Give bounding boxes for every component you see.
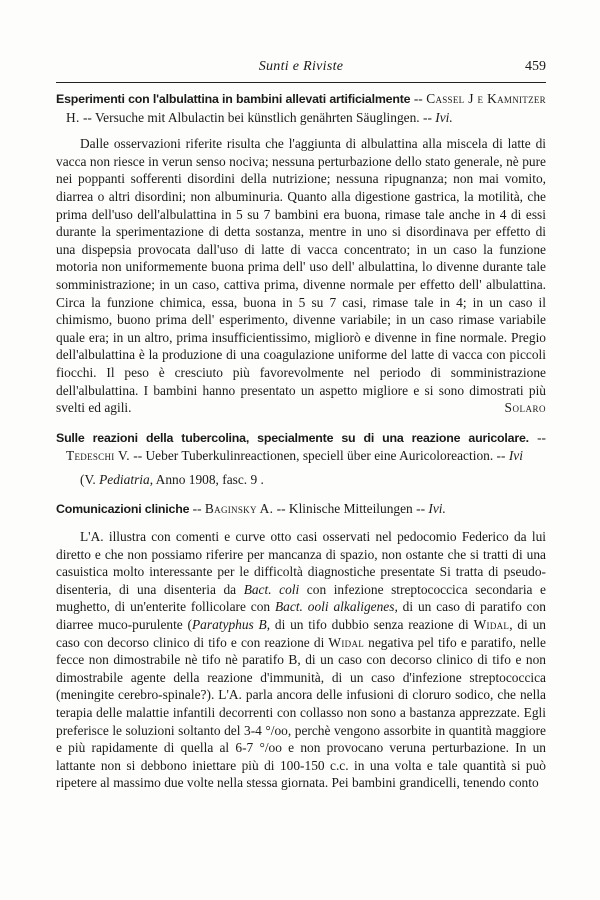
article-1-german-title: Versuche mit Albulactin bei künstlich genährten Säuglingen. xyxy=(95,109,420,125)
article-3-text: di un caso di paratifo con diarree muco-purulente ( xyxy=(56,599,546,633)
page-body xyxy=(56,90,546,792)
article-3-title: Comunicazioni cliniche xyxy=(56,502,190,517)
article-1-signature: Solaro xyxy=(504,400,546,416)
citation-journal: Pediatria xyxy=(99,471,150,487)
article-3-italic: Paratyphus B xyxy=(192,617,267,633)
article-3-text: , di un caso con decorso clinico di tifo e con reazione di xyxy=(56,617,546,650)
separator: -- xyxy=(410,91,427,106)
separator: -- xyxy=(273,501,289,517)
article-1-title: Esperimenti con l'albulattina in bambini allevati artificialmente xyxy=(56,92,411,106)
header-rule xyxy=(56,82,546,83)
page-number: 459 xyxy=(525,59,546,74)
article-2-heading xyxy=(56,429,546,465)
article-3-italic: Bact. ooli alkaligenes, xyxy=(275,599,398,615)
article-3-smallcaps: Widal xyxy=(328,634,365,650)
article-3-german-title: Klinische Mitteilungen xyxy=(288,501,413,517)
article-3-heading xyxy=(56,500,546,519)
separator: -- xyxy=(493,448,509,464)
article-1-ibid: Ivi. xyxy=(435,109,453,125)
article-3-text: negativa pel tifo e paratifo, nelle fecce non dimostrabile nè tifo nè paratifo B, di un caso con decorso clinico di tifo e non dimostrabile agente della reazione d'immunità, di un caso d'infezione streptococcica (meningite cerebro-spinale?). L'A. parla ancora delle infusioni di cloruro sodico, che nella terapia delle malattie infantili decorrenti con collasso non sono a bastanza apprezzate. Egli preferisce le soluzioni soltanto del 3-4 °/oo, perchè vengono assorbite in quantità maggiore e più rapidamente di quella al 6-7 °/oo e non provocano veruna perturbazione. In un lattante non si debbono iniettare più di 100-150 c.c. in una volta e tale quantità si può ripetere al massimo due volte nella stessa giornata. Pei bambini grandicelli, tenendo conto xyxy=(56,634,546,791)
separator: -- xyxy=(419,109,436,125)
citation-open: (V. xyxy=(80,471,100,487)
separator: -- xyxy=(129,448,146,464)
article-1-author: Cassel J e Kamnitzer H. xyxy=(66,91,546,125)
article-2-title: Sulle reazioni della tubercolina, specialmente su di una reazione auricolare. xyxy=(56,430,529,445)
separator: -- xyxy=(189,501,205,517)
article-1-body xyxy=(56,135,546,417)
article-3-text: L'A. illustra con comenti e curve otto casi osservati nel pedocomio Federico da lui diretto e che non possiamo riferire per mancanza di spazio, non ostante che si tratti di una casuistica molto interessante per le difficoltà diagnostiche presentate Si tratta di pseudo-disenteria, di una disenteria da xyxy=(56,529,546,597)
article-2-ibid: Ivi xyxy=(508,448,523,464)
article-2-author: Tedeschi V. xyxy=(66,448,130,464)
article-1-heading xyxy=(56,90,546,126)
article-3-italic: Bact. coli xyxy=(243,581,300,597)
article-3-body xyxy=(56,528,546,792)
article-3-author: Baginsky A. xyxy=(204,501,274,517)
article-3-text: con infezione streptococcica secondaria e mughetto, di un'enterite follicolare con xyxy=(56,581,546,615)
citation-rest: , Anno 1908, fasc. 9 . xyxy=(149,471,264,487)
article-3-smallcaps: Widal xyxy=(473,617,510,633)
separator: -- xyxy=(412,501,429,517)
separator: -- xyxy=(79,109,95,125)
article-3-text: , di un tifo dubbio senza reazione di xyxy=(266,617,474,633)
article-3-ibid: Ivi. xyxy=(428,501,446,517)
article-2-german-title: Ueber Tuberkulinreactionen, speciell über eine Auricoloreaction. xyxy=(145,448,494,464)
page-header xyxy=(56,56,546,82)
running-title: Sunti e Riviste xyxy=(258,59,344,74)
article-2-citation xyxy=(56,471,546,489)
separator: -- xyxy=(528,429,546,445)
article-1-text: Dalle osservazioni riferite risulta che l'aggiunta di albulattina alla miscela di latte di vacca non riesce in verun senso nociva; nessuna perturbazione dello stato generale, nè pure nei poppanti sofferenti disordini della nutrizione; nessuna ripugnanza; non mai vomito, diarrea o altri disordini; non albuminuria. Quanto alla digestione gastrica, la motilità, che prima dell'uso dell'albulattina in 5 su 7 bambini era buona, rimase tale anche in 4 di essi durante la sperimentazione di detta sostanza, mentre in uno si disordinava per effetto di una dispepsia provocata dall'uso di latte di vacca concentrato; in un caso la funzione motoria non uniformemente buona prima dell' uso dell' albulattina, lo divenne durante tale somministrazione; in un caso, cattiva prima, divenne normale per effetto dell' albulattina. Circa la funzione chimica, essa, buona in 5 su 7 casi, rimase tale in 4; in un caso il chimismo, buono prima dell' esperimento, divenne variabile; in un caso rimase variabile quale era; in un altro, prima insufficientissimo, migliorò e divenne in fine normale. Pregio dell'albulattina è la produzione di una coagulazione uniforme del latte di vacca con piccoli fiocchi. Il peso è cresciuto più favorevolmente nel periodo di somministrazione dell'albulattina. I bambini hanno presentato un aspetto migliore e si sono dimostrati più svelti ed agili. xyxy=(56,136,546,416)
